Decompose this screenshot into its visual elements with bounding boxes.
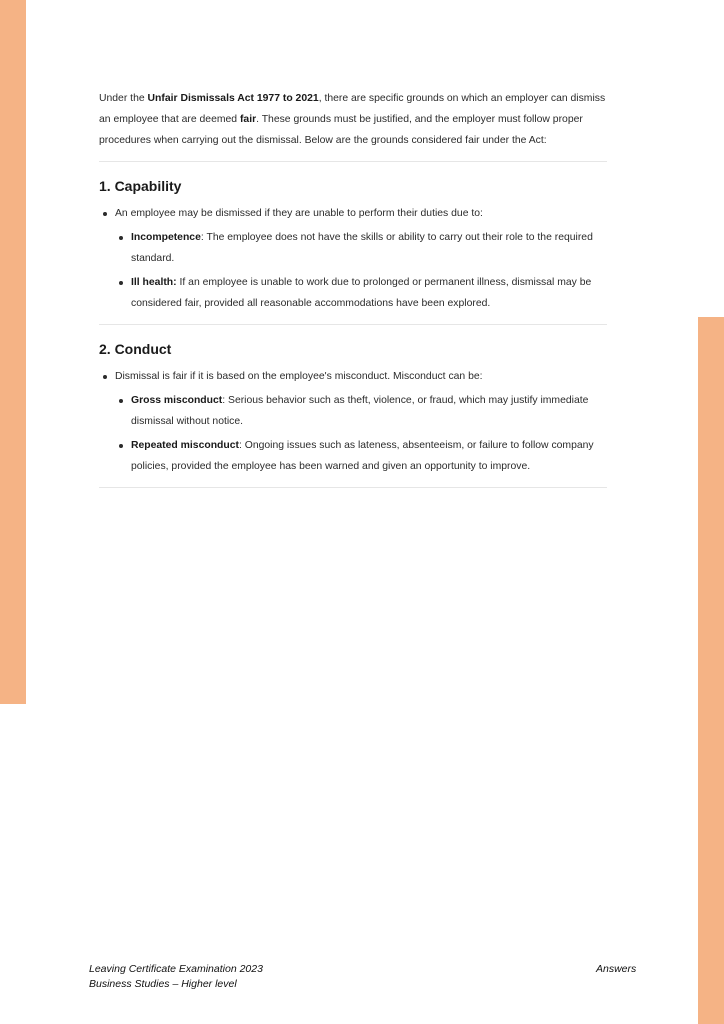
footer-answers-label: Answers: [596, 963, 637, 975]
list-item: Repeated misconduct: Ongoing issues such as lateness, absenteeism, or failure to follow company policies, provided the employee has been warned and given an opportunity to improve.: [115, 435, 607, 477]
conduct-sublist: [115, 390, 607, 477]
left-accent-bar: [0, 0, 26, 704]
footer-exam-info: [89, 962, 263, 992]
section-heading-conduct: 2. Conduct: [99, 341, 172, 357]
capability-list: [99, 203, 607, 314]
answer-content: [99, 88, 607, 488]
list-item: Incompetence: The employee does not have the skills or ability to carry out their role to the required standard.: [115, 227, 607, 269]
divider: [99, 487, 607, 488]
section-heading-capability: 1. Capability: [99, 178, 182, 194]
capability-sublist: [115, 227, 607, 314]
footer-line-2: Business Studies – Higher level: [89, 978, 237, 990]
list-item: An employee may be dismissed if they are unable to perform their duties due to: Incompetence: The employee does not have the skills or ability to carry out their role to the required standard. Ill health: If an employee is unable to work due to prolonged or permanent illness, dismissal may be considered fair, provided all reasonable accommodations have been explored.: [99, 203, 607, 314]
footer-line-1: Leaving Certificate Examination 2023: [89, 963, 263, 975]
act-name: Unfair Dismissals Act 1977 to 2021: [147, 93, 319, 104]
list-item: Gross misconduct: Serious behavior such as theft, violence, or fraud, which may justify immediate dismissal without notice.: [115, 390, 607, 432]
divider: [99, 161, 607, 162]
intro-paragraph: Under the Unfair Dismissals Act 1977 to 2021, there are specific grounds on which an employer can dismiss an employee that are deemed fair. These grounds must be justified, and the employer must follow proper procedures when carrying out the dismissal. Below are the grounds considered fair under the Act:: [99, 93, 606, 146]
conduct-list: [99, 366, 607, 477]
right-accent-bar: [698, 317, 724, 1024]
divider: [99, 324, 607, 325]
list-item: Dismissal is fair if it is based on the employee's misconduct. Misconduct can be: Gross misconduct: Serious behavior such as theft, violence, or fraud, which may justify immediate dismissal without notice. Repeated misconduct: Ongoing issues such as lateness, absenteeism, or failure to follow company policies, provided the employee has been warned and given an opportunity to improve.: [99, 366, 607, 477]
list-item: Ill health: If an employee is unable to work due to prolonged or permanent illness, dismissal may be considered fair, provided all reasonable accommodations have been explored.: [115, 272, 607, 314]
fair-term: fair: [239, 114, 257, 125]
